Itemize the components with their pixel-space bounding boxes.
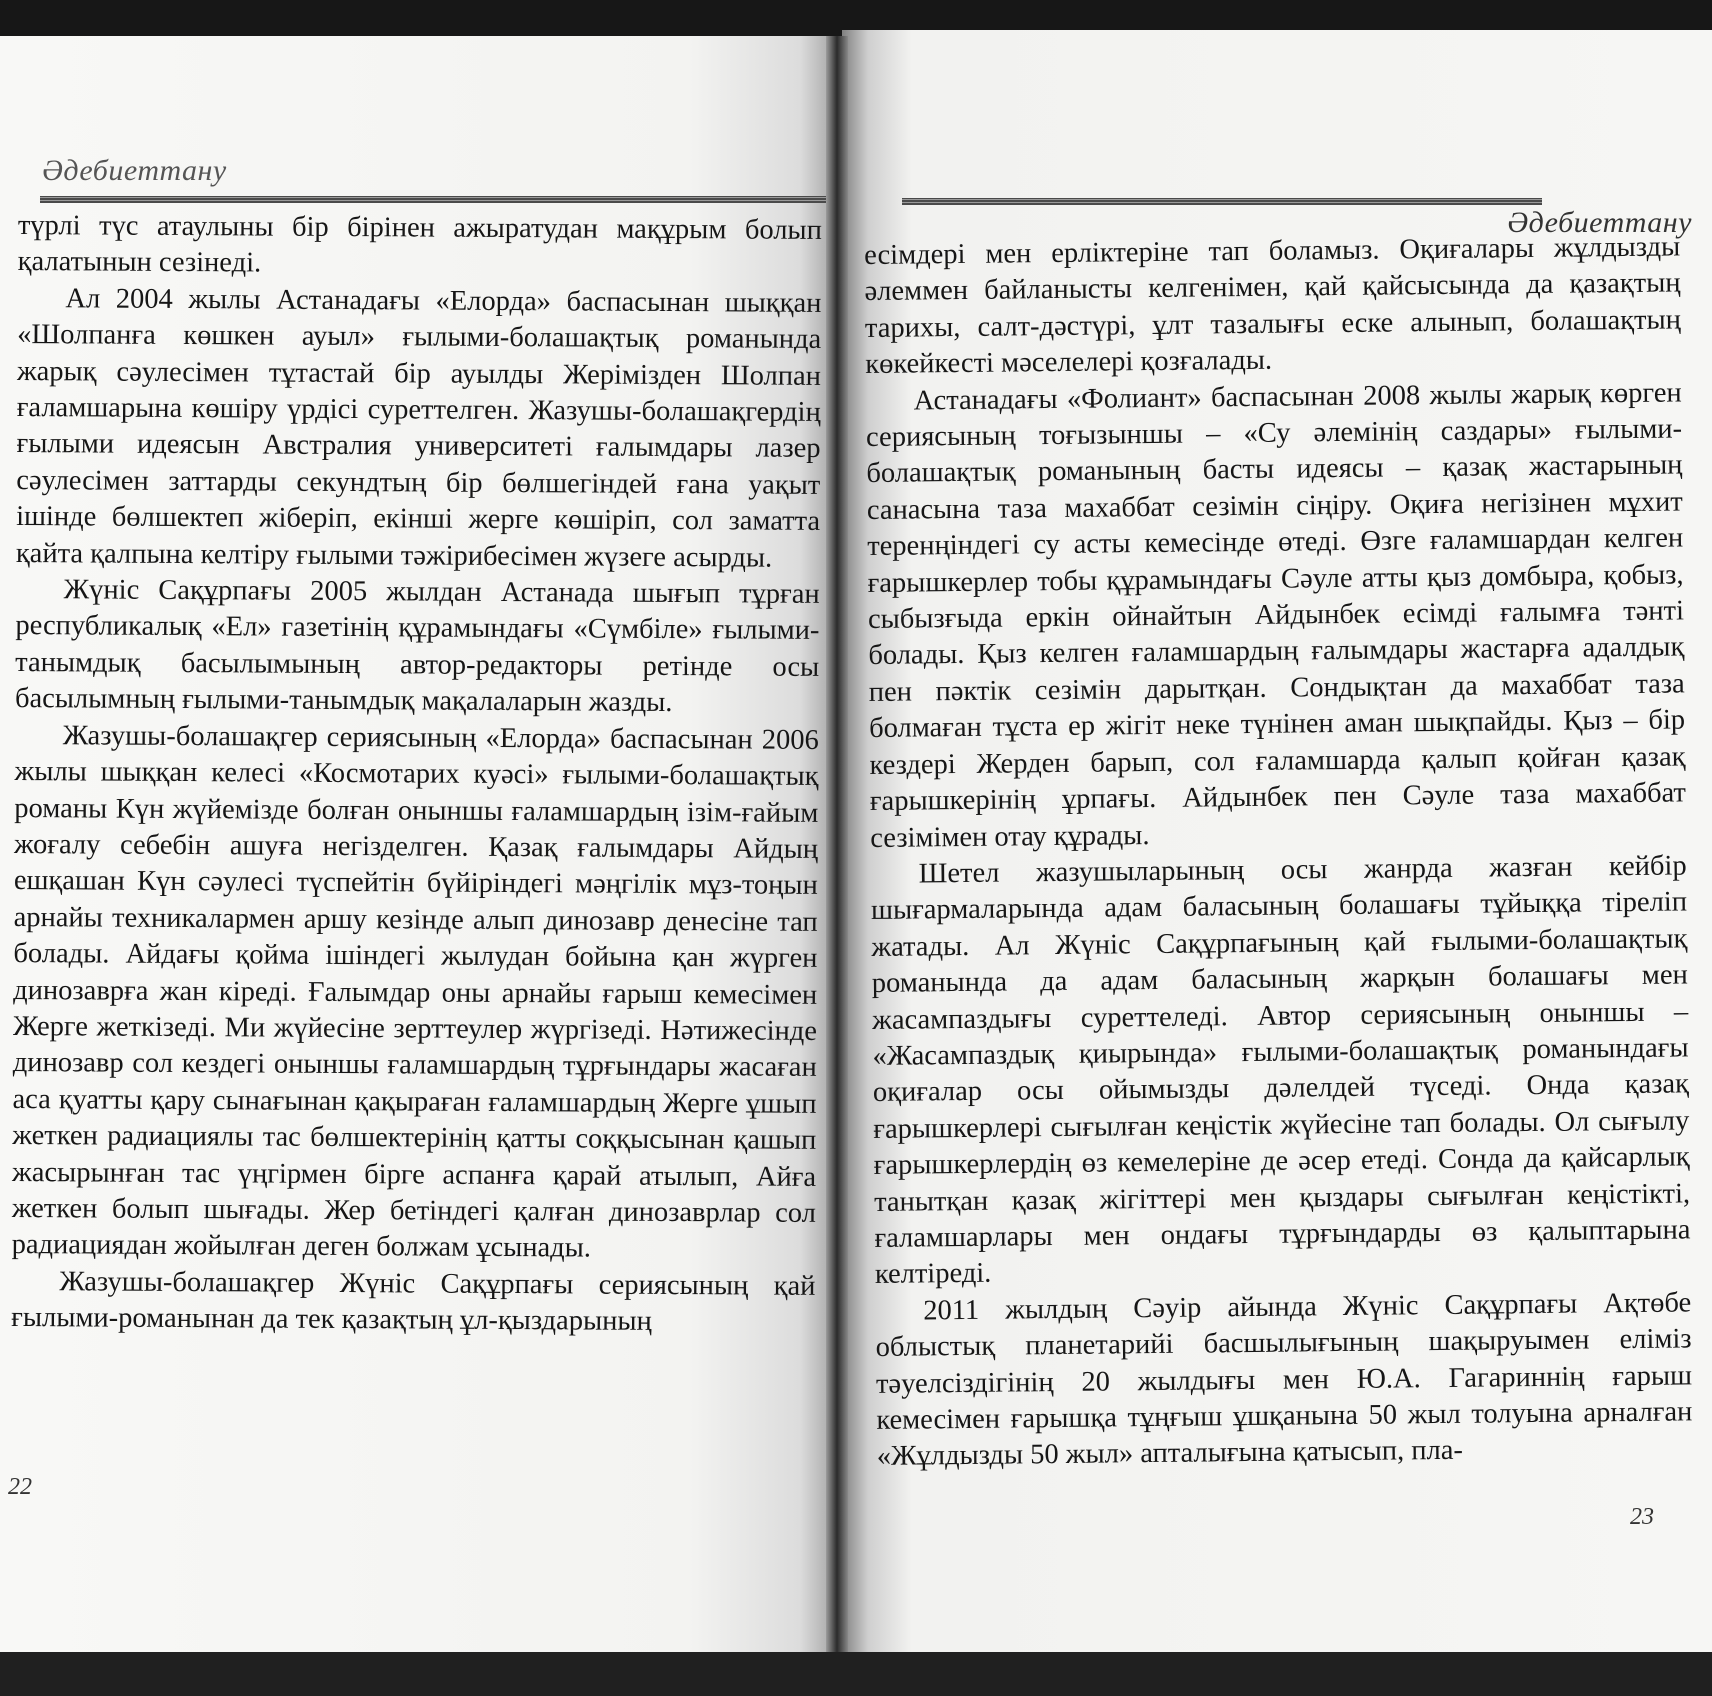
paragraph: Астанадағы «Фолиант» баспасынан 2008 жылы жарық көрген сериясының тоғызыншы – «Су әлемінің саздары» ғылыми-болашақтық романының басты идеясы – қазақ жастарының санасына таза махаббат сезімін сіңіру. Оқиға негізінен мұхит теренңіндегі су асты кемесінде өтеді. Өзге ғаламшардан келген ғарышкерлер тобы құрамындағы Сәуле атты қыз домбыра, қобыз, сыбызғыда еркін ойнайтын Айдынбек есімді ғалымға тәнті болады. Қыз келген ғаламшардың ғалымдары жастарға адалдық пен пәктік сезімін дарытқан. Сондықтан да махаббат таза болмаған тұста ер жігіт неке түнінен аман шықпайды. Қыз – бір кездері Жерден барып, сол ғаламшарда қалып қойған қазақ ғарышкерінің ұрпағы. Айдынбек пен Сәуле таза махаббат сезімімен отау құрады. [865,377,1687,854]
header-rule [40,196,840,203]
paragraph: есімдері мен ерліктеріне тап боламыз. Оқиғалары жұлдызды әлеммен байланысты келгенімен, қай қайсысында да қазақтың тарихы, салт-дәстүрі, ұлт тазалығы еске алынып, болашақтың көкейкесті мәселелері қозғалады. [864,231,1682,381]
running-header: Әдебиеттану [42,154,227,187]
header-rule [902,198,1542,205]
paragraph: Жүніс Сақұрпағы 2005 жылдан Астанада шығып тұрған республикалық «Ел» газетінің құрамындағы «Сүмбіле» ғылыми-танымдық басылымының автор-редакторы ретінде осы басылымның ғылыми-танымдық мақалаларын жазды. [14,574,820,719]
paragraph: Жазушы-болашақгер Жүніс Сақұрпағы сериясының қай ғылыми-романынан да тек қазақтың ұл-қыздарының [11,1266,816,1338]
paragraph: Ал 2004 жылы Астанадағы «Елорда» баспасынан шыққан «Шолпанға көшкен ауыл» ғылыми-болашақтық романында жарық сәулесімен тұтастай бір ауылды Жерімізден Шолпан ғаламшарына көшіру үрдісі суреттелген. Жазушы-болашақгердің ғылыми идеясын Австралия университеті ғалымдары лазер сәулесімен заттарды секундтың бір бөлшегіндей ғана уақыт ішінде бөлшектеп жіберіп, екінші жерге көшіріп, сол заматта қайта қалпына келтіру ғылыми тәжірибесімен жүзеге асырды. [15,283,822,574]
paragraph: түрлі түс атаулыны бір бірінен ажыратудан мақұрым болып қалатынын сезінеді. [17,209,822,279]
page-number: 22 [8,1474,32,1500]
paragraph: Жазушы-болашақгер сериясының «Елорда» баспасынан 2006 жылы шыққан келесі «Космотарих куәсі» ғылыми-болашақтық романы Күн жүйемізде болған оныншы ғаламшардың ізім-ғайым жоғалу себебін ашуға негізделген. Қазақ ғалымдары Айдың ешқашан Күн сәулесі түспейтін бүйіріндегі мәңгілік мұз-тоңын арнайы техникалармен аршу кезінде алып динозавр денесіне тап болады. Айдағы қойма ішіндегі жылудан бойына қан жүрген динозаврға жан кіреді. Ғалымдар оны арнайы ғарыш кемесімен Жерге жеткізеді. Ми жүйесіне зерттеулер жүргізеді. Нәтижесінде динозавр сол кездегі оныншы ғаламшардың тұрғындары жасаған аса қуатты қару сынағынан қақыраған ғаламшардың Жерге ұшып жеткен радиациялы тас бөлшектерінің қатты соққысынан қашып жасырынған тас үңгірмен бірге аспанға қарай атылып, Айға жеткен болып шығады. Жер бетіндегі қалған динозаврлар сол радиациядан жойылған деген болжам ұсынады. [11,719,819,1264]
running-header: Әдебиеттану [1507,206,1692,239]
right-page [842,30,1712,1654]
page-body [11,208,822,1341]
paragraph: 2011 жылдың Сәуір айында Жүніс Сақұрпағы Ақтөбе облыстық планетарийі басшылығының шақыруымен еліміз тәуелсіздігінің 20 жылдығы мен Ю.А. Гагариннің ғарыш кемесімен ғарышқа тұңғыш ұшқанына 50 жыл толуына арналған «Жұлдызды 50 жыл» апталығына қатысып, пла- [875,1287,1693,1473]
paragraph: Шетел жазушыларының осы жанрда жазған кейбір шығармаларында адам баласының болашағы тұйыққа тіреліп жатады. Ал Жүніс Сақұрпағының қай ғылыми-болашақтық романында да адам баласының жарқын болашағы мен жасампаздығы суреттеледі. Автор сериясының оныншы – «Жасампаздық қиырында» ғылыми-болашақтық романындағы оқиғалар осы ойымызды дәлелдей түседі. Онда қазақ ғарышкерлері сығылған кеңістік жүйесіне тап болады. Ол сығылу ғарышкерлердің өз кемелеріне де әсер етеді. Сонда да қайсарлық танытқан қазақ жігіттері мен қыздары сығылған кеңістікті, ғаламшарлары мен ондағы тұрғындарды өз қалыптарына келтіреді. [870,850,1691,1291]
page-number: 23 [1630,1504,1654,1530]
book-spine [826,36,848,1654]
scan-border-bottom [0,1652,1712,1696]
page-body [864,229,1693,1475]
left-page [0,36,842,1654]
